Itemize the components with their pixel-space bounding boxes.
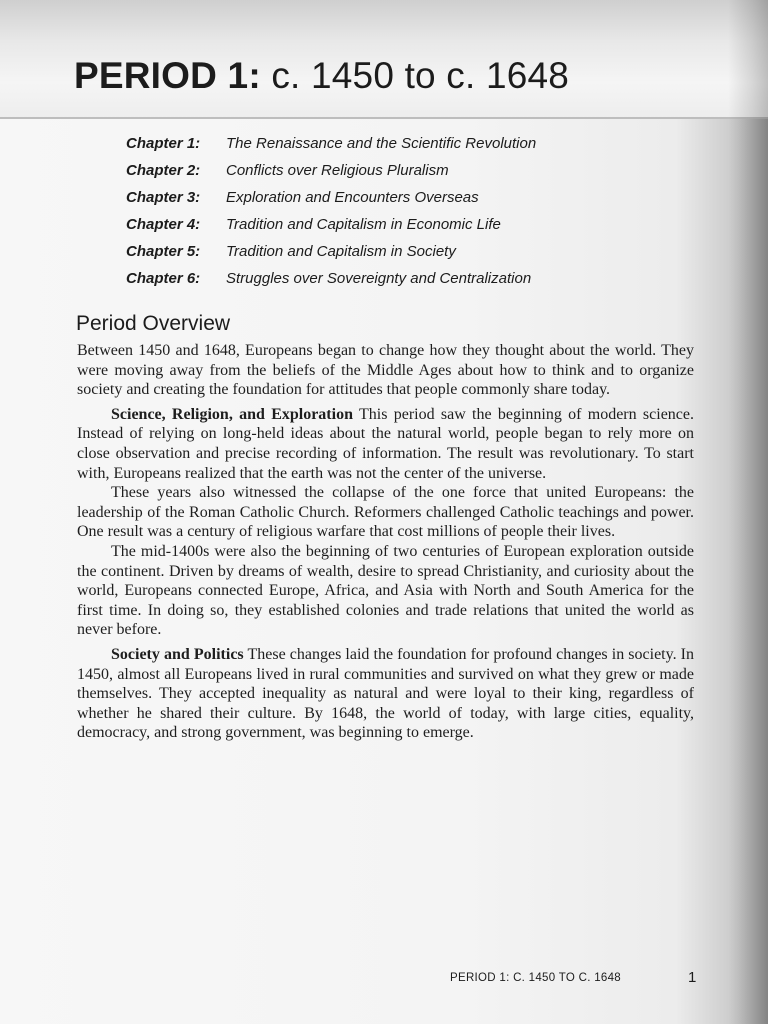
subheading-science: Science, Religion, and Exploration	[111, 405, 353, 423]
paragraph-church: These years also witnessed the collapse of the one force that united Europeans: the leadership of the Roman Catholic Church. Reformers challenged Catholic teachings and power. One result was a century of religious warfare that cost millions of people their lives.	[77, 484, 694, 541]
chapter-item	[126, 240, 536, 267]
page-title	[74, 52, 569, 100]
chapter-list	[126, 132, 536, 294]
overview-body	[77, 341, 694, 743]
page-edge-shadow	[728, 0, 768, 1024]
page-number: 1	[688, 969, 697, 986]
chapter-title: The Renaissance and the Scientific Revolution	[226, 135, 537, 152]
subheading-society: Society and Politics	[111, 645, 244, 663]
chapter-title: Conflicts over Religious Pluralism	[226, 162, 449, 179]
paragraph-text: These changes laid the foundation for profound changes in society. In 1450, almost all Europeans lived in rural communities and survived on what they grew or made themselves. They accepted inequality as natural and were loyal to their king, regardless of whether he shared their culture. By 1648, the world of today, with large cities, equality, democracy, and strong government, was beginning to emerge.	[77, 645, 695, 742]
chapter-item	[126, 186, 536, 213]
paragraph-text: This period saw the beginning of modern science. Instead of relying on long-held ideas about the natural world, people began to rely more on close observation and precise recording of information. The result was revolutionary. To start with, Europeans realized that the earth was not the center of the universe.	[77, 405, 695, 482]
chapter-label: Chapter 3:	[126, 189, 201, 206]
paragraph-intro: Between 1450 and 1648, Europeans began to change how they thought about the world. They were moving away from the beliefs of the Middle Ages about how to think and to organize society and creating the foundation for attitudes that people commonly share today.	[77, 342, 694, 399]
chapter-item	[126, 159, 536, 186]
chapter-item	[126, 267, 536, 294]
page-title-dates: c. 1450 to c. 1648	[260, 55, 570, 96]
paragraph-science	[77, 405, 694, 483]
chapter-label: Chapter 1:	[126, 135, 201, 152]
chapter-title: Tradition and Capitalism in Economic Life	[226, 216, 501, 233]
section-heading-overview: Period Overview	[76, 312, 231, 335]
paragraph-exploration: The mid-1400s were also the beginning of two centuries of European exploration outside the continent. Driven by dreams of wealth, desire to spread Christianity, and curiosity about the world, Europeans connected Europe, Africa, and Asia with North and South America for the first time. In doing so, they established colonies and trade relations that united the world as never before.	[77, 542, 694, 639]
chapter-title: Struggles over Sovereignty and Centralization	[226, 270, 532, 287]
page-title-period: PERIOD 1:	[74, 55, 261, 96]
running-footer: PERIOD 1: C. 1450 TO C. 1648	[450, 972, 621, 984]
chapter-title: Exploration and Encounters Overseas	[226, 189, 479, 206]
chapter-label: Chapter 5:	[126, 243, 201, 260]
paragraph-society	[77, 645, 694, 743]
header-rule	[0, 117, 768, 119]
chapter-title: Tradition and Capitalism in Society	[226, 243, 456, 260]
chapter-label: Chapter 2:	[126, 162, 201, 179]
chapter-item	[126, 213, 536, 240]
chapter-item	[126, 132, 536, 159]
chapter-label: Chapter 6:	[126, 270, 201, 287]
chapter-label: Chapter 4:	[126, 216, 201, 233]
